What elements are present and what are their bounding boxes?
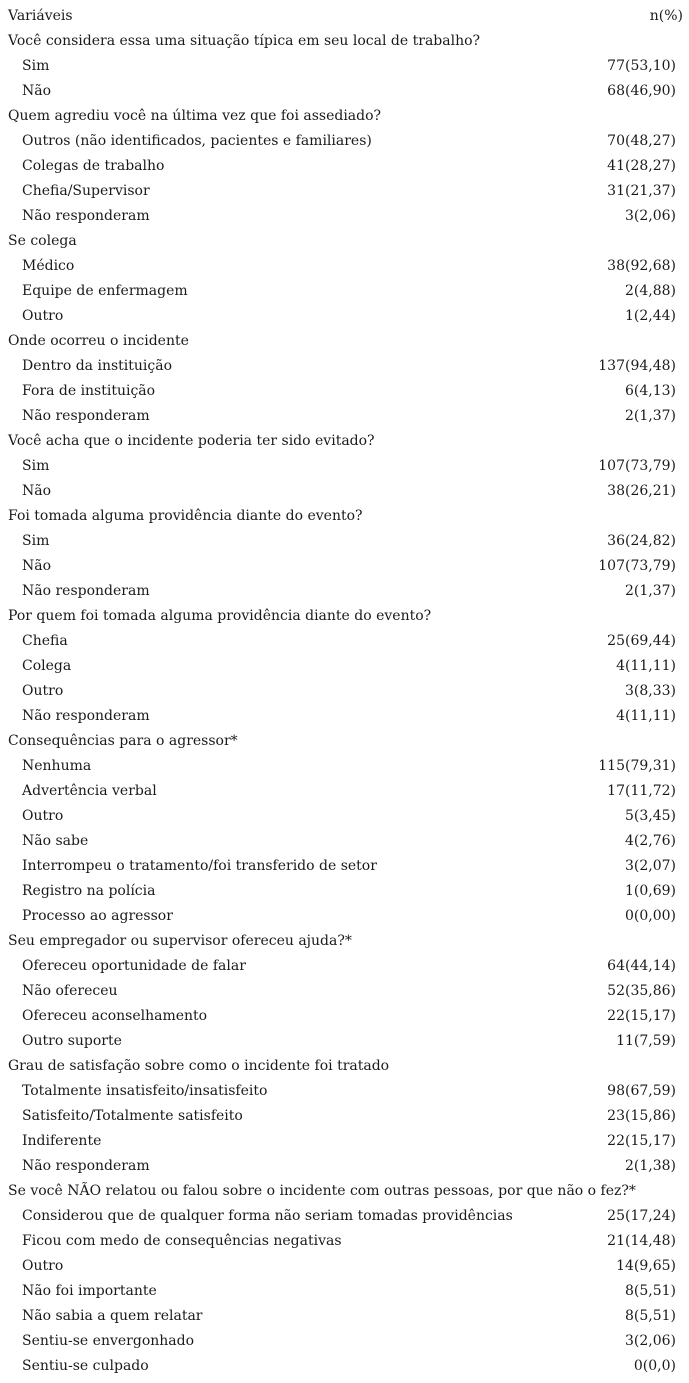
section-heading [0, 1179, 689, 1204]
row-value: 115(79,31) [598, 758, 676, 774]
row-label: Sentiu-se envergonhado [22, 1333, 195, 1349]
table-row [0, 579, 689, 604]
row-value: 25(69,44) [607, 633, 676, 649]
section-title: Por quem foi tomada alguma providência diante do evento? [8, 608, 432, 624]
row-label: Sim [22, 533, 50, 549]
row-value: 8(5,51) [624, 1308, 676, 1324]
table-row [0, 204, 689, 229]
table-row [0, 129, 689, 154]
row-value: 4(2,76) [624, 833, 676, 849]
row-label: Outro [22, 683, 64, 699]
table-row [0, 829, 689, 854]
row-label: Processo ao agressor [22, 908, 173, 924]
table-row [0, 554, 689, 579]
table-row [0, 954, 689, 979]
row-value: 38(26,21) [607, 483, 676, 499]
row-value: 2(1,38) [624, 1158, 676, 1174]
row-value: 36(24,82) [607, 533, 676, 549]
table-row [0, 1204, 689, 1229]
table-row [0, 754, 689, 779]
table-row [0, 154, 689, 179]
table-row [0, 704, 689, 729]
row-value: 0(0,00) [624, 908, 676, 924]
table-row [0, 454, 689, 479]
row-label: Não responderam [22, 583, 150, 599]
table-row [0, 354, 689, 379]
row-value: 6(4,13) [624, 383, 676, 399]
table-row [0, 879, 689, 904]
row-label: Não responderam [22, 708, 150, 724]
table-row [0, 904, 689, 929]
row-value: 14(9,65) [616, 1258, 676, 1274]
row-label: Ofereceu oportunidade de falar [22, 958, 246, 974]
section-title: Seu empregador ou supervisor ofereceu ajuda?* [8, 933, 352, 949]
table-row [0, 679, 689, 704]
table-row [0, 1029, 689, 1054]
section-heading [0, 604, 689, 629]
section-heading [0, 229, 689, 254]
row-label: Totalmente insatisfeito/insatisfeito [22, 1083, 268, 1099]
row-label: Não [22, 483, 52, 499]
header-variables-label: Variáveis [8, 8, 73, 24]
row-value: 41(28,27) [607, 158, 676, 174]
table-row [0, 1329, 689, 1354]
row-label: Nenhuma [22, 758, 92, 774]
table-row [0, 254, 689, 279]
table-row [0, 1004, 689, 1029]
table-row [0, 1129, 689, 1154]
row-value: 1(0,69) [624, 883, 676, 899]
section-heading [0, 504, 689, 529]
row-value: 2(4,88) [624, 283, 676, 299]
row-value: 8(5,51) [624, 1283, 676, 1299]
row-value: 22(15,17) [607, 1008, 676, 1024]
section-title: Foi tomada alguma providência diante do evento? [8, 508, 363, 524]
data-table [0, 4, 689, 1379]
row-value: 22(15,17) [607, 1133, 676, 1149]
row-label: Equipe de enfermagem [22, 283, 188, 299]
table-row [0, 379, 689, 404]
row-value: 107(73,79) [598, 558, 676, 574]
row-value: 2(1,37) [624, 408, 676, 424]
row-label: Colegas de trabalho [22, 158, 165, 174]
section-title: Se você NÃO relatou ou falou sobre o incidente com outras pessoas, por que não o fez?* [8, 1183, 636, 1199]
row-label: Não [22, 558, 52, 574]
row-label: Sentiu-se culpado [22, 1358, 149, 1374]
row-value: 137(94,48) [598, 358, 676, 374]
table-row [0, 629, 689, 654]
row-label: Interrompeu o tratamento/foi transferido de setor [22, 858, 377, 874]
table-row [0, 304, 689, 329]
table-header [0, 4, 689, 29]
section-title: Grau de satisfação sobre como o incidente foi tratado [8, 1058, 390, 1074]
row-label: Sim [22, 58, 50, 74]
row-value: 2(1,37) [624, 583, 676, 599]
row-value: 17(11,72) [607, 783, 676, 799]
row-label: Outro [22, 1258, 64, 1274]
section-title: Você acha que o incidente poderia ter sido evitado? [8, 433, 375, 449]
row-label: Outro suporte [22, 1033, 122, 1049]
section-title: Você considera essa uma situação típica em seu local de trabalho? [8, 33, 481, 49]
section-heading [0, 929, 689, 954]
row-label: Indiferente [22, 1133, 102, 1149]
row-value: 38(92,68) [607, 258, 676, 274]
row-value: 0(0,0) [633, 1358, 676, 1374]
table-row [0, 1104, 689, 1129]
row-value: 64(44,14) [607, 958, 676, 974]
row-label: Colega [22, 658, 72, 674]
row-value: 1(2,44) [624, 308, 676, 324]
table-row [0, 654, 689, 679]
table-row [0, 1354, 689, 1379]
row-label: Outros (não identificados, pacientes e familiares) [22, 133, 372, 149]
row-value: 3(2,06) [624, 1333, 676, 1349]
table-row [0, 779, 689, 804]
section-title: Se colega [8, 233, 77, 249]
table-row [0, 1279, 689, 1304]
table-row [0, 1254, 689, 1279]
table-row [0, 54, 689, 79]
row-value: 52(35,86) [607, 983, 676, 999]
section-title: Consequências para o agressor* [8, 733, 238, 749]
row-label: Sim [22, 458, 50, 474]
row-label: Outro [22, 308, 64, 324]
row-value: 3(2,06) [624, 208, 676, 224]
row-label: Não [22, 83, 52, 99]
table-row [0, 529, 689, 554]
table-row [0, 1154, 689, 1179]
row-label: Considerou que de qualquer forma não seriam tomadas providências [22, 1208, 513, 1224]
row-value: 3(8,33) [624, 683, 676, 699]
row-value: 77(53,10) [607, 58, 676, 74]
row-label: Registro na polícia [22, 883, 156, 899]
row-label: Não sabe [22, 833, 89, 849]
row-label: Satisfeito/Totalmente satisfeito [22, 1108, 243, 1124]
table-row [0, 804, 689, 829]
row-label: Chefia/Supervisor [22, 183, 150, 199]
row-label: Ficou com medo de consequências negativas [22, 1233, 342, 1249]
row-label: Não sabia a quem relatar [22, 1308, 203, 1324]
table-row [0, 854, 689, 879]
row-value: 21(14,48) [607, 1233, 676, 1249]
table-row [0, 479, 689, 504]
row-value: 98(67,59) [607, 1083, 676, 1099]
table-row [0, 1229, 689, 1254]
section-heading [0, 329, 689, 354]
row-value: 68(46,90) [607, 83, 676, 99]
section-heading [0, 429, 689, 454]
table-row [0, 279, 689, 304]
row-label: Outro [22, 808, 64, 824]
row-value: 23(15,86) [607, 1108, 676, 1124]
table-row [0, 179, 689, 204]
table-row [0, 979, 689, 1004]
row-label: Não foi importante [22, 1283, 157, 1299]
row-label: Não responderam [22, 408, 150, 424]
section-title: Quem agrediu você na última vez que foi assediado? [8, 108, 382, 124]
row-label: Chefia [22, 633, 68, 649]
row-value: 107(73,79) [598, 458, 676, 474]
row-value: 4(11,11) [616, 658, 676, 674]
row-label: Ofereceu aconselhamento [22, 1008, 208, 1024]
row-value: 4(11,11) [616, 708, 676, 724]
row-label: Não ofereceu [22, 983, 118, 999]
row-label: Advertência verbal [22, 783, 157, 799]
row-value: 11(7,59) [616, 1033, 676, 1049]
section-title: Onde ocorreu o incidente [8, 333, 189, 349]
row-value: 31(21,37) [607, 183, 676, 199]
row-value: 3(2,07) [624, 858, 676, 874]
table-row [0, 1304, 689, 1329]
row-label: Fora de instituição [22, 383, 156, 399]
row-label: Não responderam [22, 208, 150, 224]
row-value: 25(17,24) [607, 1208, 676, 1224]
row-value: 70(48,27) [607, 133, 676, 149]
header-n-percent-label: n(%) [649, 8, 683, 24]
table-row [0, 404, 689, 429]
row-label: Não responderam [22, 1158, 150, 1174]
table-row [0, 1079, 689, 1104]
table-row [0, 79, 689, 104]
row-label: Dentro da instituição [22, 358, 173, 374]
section-heading [0, 104, 689, 129]
section-heading [0, 729, 689, 754]
section-heading [0, 1054, 689, 1079]
row-label: Médico [22, 258, 75, 274]
section-heading [0, 29, 689, 54]
row-value: 5(3,45) [624, 808, 676, 824]
